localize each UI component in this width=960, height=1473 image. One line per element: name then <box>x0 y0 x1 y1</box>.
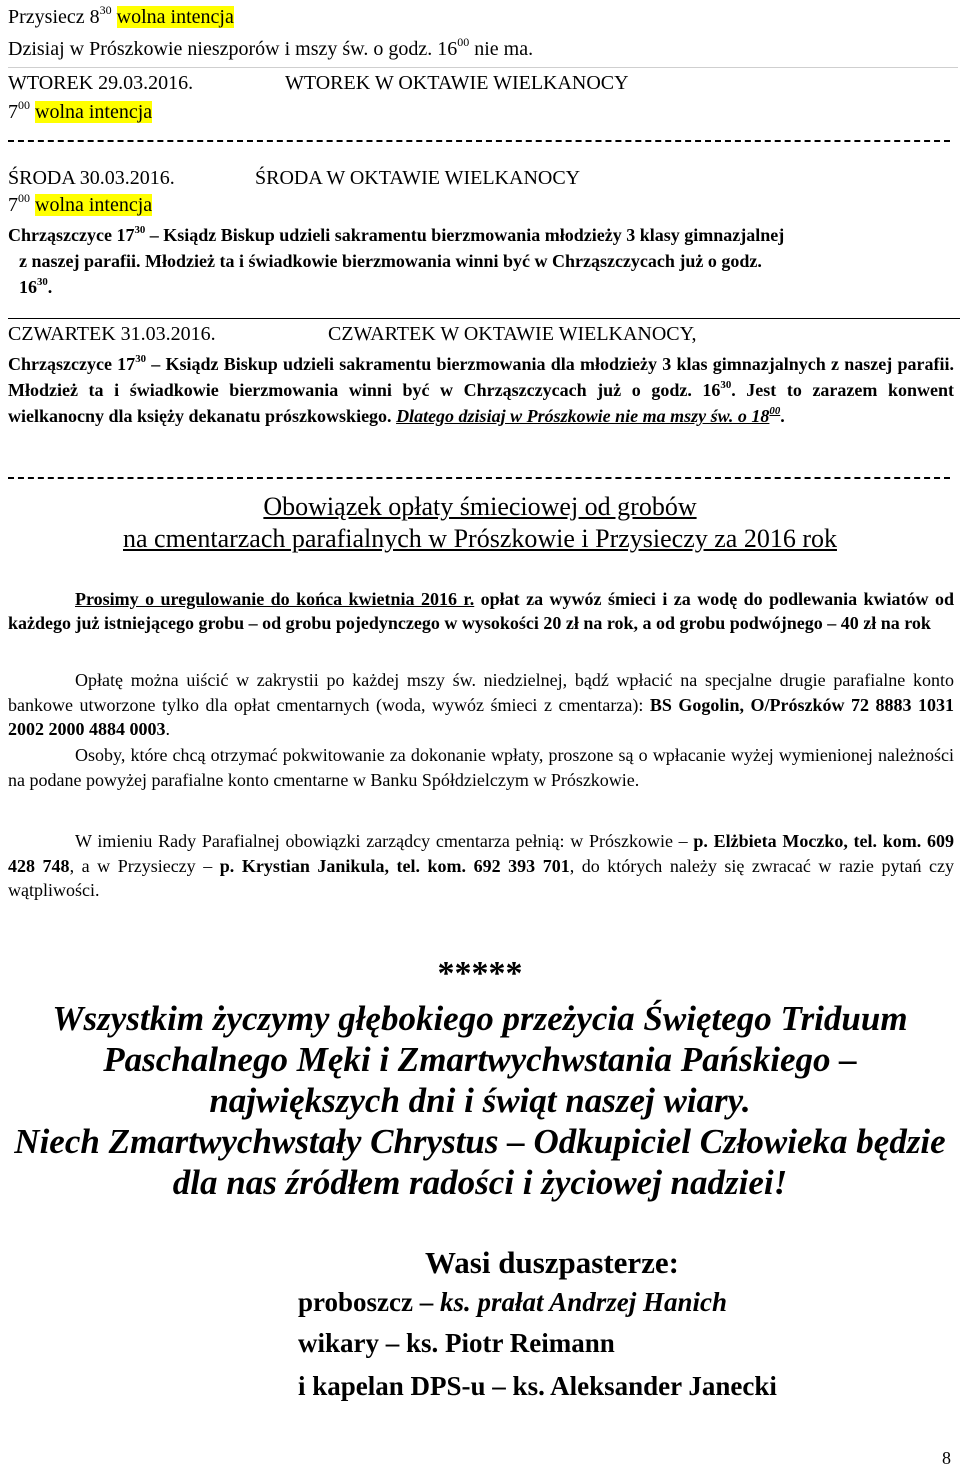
tuesday-feast: WTOREK W OKTAWIE WIELKANOCY <box>285 72 629 94</box>
contact-przysiecz: p. Krystian Janikula, tel. kom. 692 393 701 <box>219 855 570 876</box>
thursday-date: CZWARTEK 31.03.2016. <box>8 323 216 345</box>
page-number: 8 <box>942 1448 951 1468</box>
thursday-feast: CZWARTEK W OKTAWIE WIELKANOCY, <box>328 323 697 345</box>
intention-highlight: wolna intencja <box>35 194 153 216</box>
signature-chaplain: i kapelan DPS-u – ks. Aleksander Janecki <box>298 1371 777 1401</box>
bank-account: BS Gogolin, O/Prószków 72 8883 1031 2002 2000 4884 0003 <box>8 694 954 739</box>
separator-line <box>8 67 958 68</box>
fee-paragraph-4: W imieniu Rady Parafialnej obowiązki zarządcy cmentarza pełnią: w Prószkowie – p. Elżbieta Moczko, tel. kom. 609 428 748, a w Przysieczy – p. Krystian Janikula, tel. kom. 692 393 701, do których należy się zwracać w razie pytań czy wątpliwości. <box>8 831 954 900</box>
fee-heading: Obowiązek opłaty śmieciowej od grobów <box>263 492 697 521</box>
signature-pastor: proboszcz – ks. prałat Andrzej Hanich <box>298 1287 728 1317</box>
intention-highlight: wolna intencja <box>35 101 153 123</box>
stars-divider: ***** <box>437 955 523 992</box>
thursday-confirmation: Chrząszczyce $17^{30}$ – Ksiądz Biskup udzieli sakramentu bierzmowania dla młodzieży 3 klas gimnazjalnych z naszej parafii. Młodzież ta i świadkowie bierzmowania winni być w Chrząszczycach już o godz. $16^{30}$. Jest to zarazem konwent wielkanocny dla księży dekanatu prószkowskiego. Dlatego dzisiaj w Prószkowie nie ma mszy św. o $18^{00}$. <box>8 352 954 426</box>
line-no-vespers: Dzisiaj w Prószkowie nieszporów i mszy św. o godz. $16^{00}$ nie ma. <box>8 35 534 60</box>
wednesday-feast: ŚRODA W OKTAWIE WIELKANOCY <box>255 167 581 189</box>
easter-wishes: Wszystkim życzymy głębokiego przeżycia Świętego Triduum Paschalnego Męki i Zmartwychwstania Pańskiego – największych dni i świąt naszej wiary. Niech Zmartwychwstały Chrystus – Odkupiciel Człowieka będzie dla nas źródłem radości i życiowej nadziei! <box>14 999 946 1202</box>
fee-subheading: na cmentarzach parafialnych w Prószkowie i Przysieczy za 2016 rok <box>123 524 837 553</box>
signature-title: Wasi duszpasterze: <box>425 1245 680 1280</box>
signature-vicar: wikary – ks. Piotr Reimann <box>298 1328 615 1358</box>
tuesday-date: WTOREK 29.03.2016. <box>8 72 194 94</box>
no-mass-note: Dlatego dzisiaj w Prószkowie nie ma mszy św. o 18 <box>396 406 770 426</box>
contact-przoszkow: p. Elżbieta Moczko, tel. kom. 609 428 748 <box>8 831 954 876</box>
intention-highlight: wolna intencja <box>116 6 234 28</box>
fee-paragraph-1: Prosimy o uregulowanie do końca kwietnia 2016 r. opłat za wywóz śmieci i za wodę do podlewania kwiatów od każdego już istniejącego grobu – od grobu pojedynczego w wysokości 20 zł na rok, a od grobu podwójnego – 40 zł na rok <box>8 589 954 633</box>
dashed-separator <box>8 477 950 479</box>
wednesday-mass: $7^{00}$ wolna intencja <box>8 191 153 216</box>
wednesday-date: ŚRODA 30.03.2016. <box>8 167 175 189</box>
wednesday-confirmation: Chrząszczyce $17^{30}$ – Ksiądz Biskup udzieli sakramentu bierzmowania młodzieży 3 klasy gimnazjalnej z naszej parafii. Młodzież ta i świadkowie bierzmowania winni być w Chrząszczycach już o godz. $16^{30}$. <box>8 223 785 297</box>
line-przysiecz: Przysiecz $8^{30}$ wolna intencja <box>8 3 234 28</box>
dashed-separator <box>8 140 950 142</box>
solid-separator <box>8 318 960 319</box>
fee-paragraph-3: Osoby, które chcą otrzymać pokwitowanie za dokonanie wpłaty, proszone są o wpłacanie wyżej wymienionej należności na podane powyżej parafialne konto cmentarne w Banku Spółdzielczym w Prószkowie. <box>8 745 954 790</box>
fee-paragraph-2: Opłatę można uiścić w zakrystii po każdej mszy św. niedzielnej, bądź wpłacić na specjalne drugie parafialne konto bankowe utworzone tylko dla opłat cmentarnych (woda, wywóz śmieci z cmentarza): BS Gogolin, O/Prószków 72 8883 1031 2002 2000 4884 0003. <box>8 670 954 739</box>
tuesday-mass: $7^{00}$ wolna intencja <box>8 98 153 123</box>
